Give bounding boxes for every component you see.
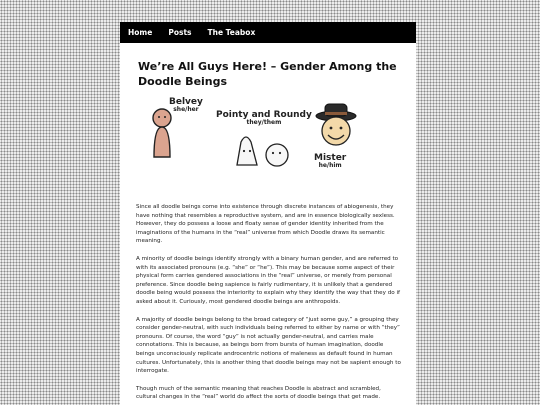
content-panel <box>120 22 416 405</box>
page-title: We’re All Guys Here! – Gender Among the Doodle Beings <box>138 60 397 88</box>
top-nav <box>120 22 416 43</box>
pointy-roundy-figure <box>233 132 299 168</box>
paragraph: A majority of doodle beings belong to the broad category of “just some guy,” a grouping they consider gender-neutral, with such individuals being referred to either by name or with “they” pronouns. Of course, the word “guy” is not actually gender-neutral, and carries male connotations. This is because, as beings born from bursts of human imagination, doodle beings unconsciously replicate androcentric notions of maleness as default found in human cultures. Unfortunately, this is another thing that doodle beings may not be sapient enough to interrogate. <box>136 316 401 375</box>
paragraph: A minority of doodle beings identify strongly with a binary human gender, and are referred to with its associated pronouns (e.g. “she” or “he”). This may be because some aspect of their physical form carries gendered associations in the “real” universe, or merely from personal preference. Since doodle being sapience is fairly rudimentary, it is unlikely that a gendered doodle being would possess the interiority to explain why they identify the way that they do if asked about it. Curiously, most gendered doodle beings are anthropoids. <box>136 255 400 305</box>
paragraph: Though much of the semantic meaning that reaches Doodle is abstract and scrambled, cultural changes in the “real” world do affect the sorts of doodle beings that get made. <box>136 385 381 401</box>
belvey-pronouns: she/her <box>173 106 199 113</box>
nav-teabox-link[interactable]: The Teabox <box>207 28 256 37</box>
pointy-roundy-name: Pointy and Roundy <box>216 110 312 120</box>
pointy-roundy-label <box>216 110 312 126</box>
mister-name: Mister <box>314 153 347 163</box>
mister-pronouns: he/him <box>318 162 342 169</box>
belvey-name: Belvey <box>169 97 203 107</box>
pointy-roundy-pronouns: they/them <box>246 119 282 126</box>
mister-label <box>314 153 346 169</box>
nav-posts-link[interactable]: Posts <box>168 28 192 37</box>
paragraph: Since all doodle beings come into existence through discrete instances of abiogenesis, they have nothing that resembles a reproductive system, and are in essence biologically sexless. However, they do possess a loose and floaty sense of gender identity inherited from the imaginations of the humans in the “real” universe from which Doodle draws its semantic meaning. <box>136 204 395 245</box>
nav-home-link[interactable]: Home <box>128 28 153 37</box>
belvey-figure <box>146 107 180 159</box>
characters-illustration <box>120 95 416 195</box>
article-body <box>136 203 402 402</box>
mister-figure <box>314 101 358 151</box>
